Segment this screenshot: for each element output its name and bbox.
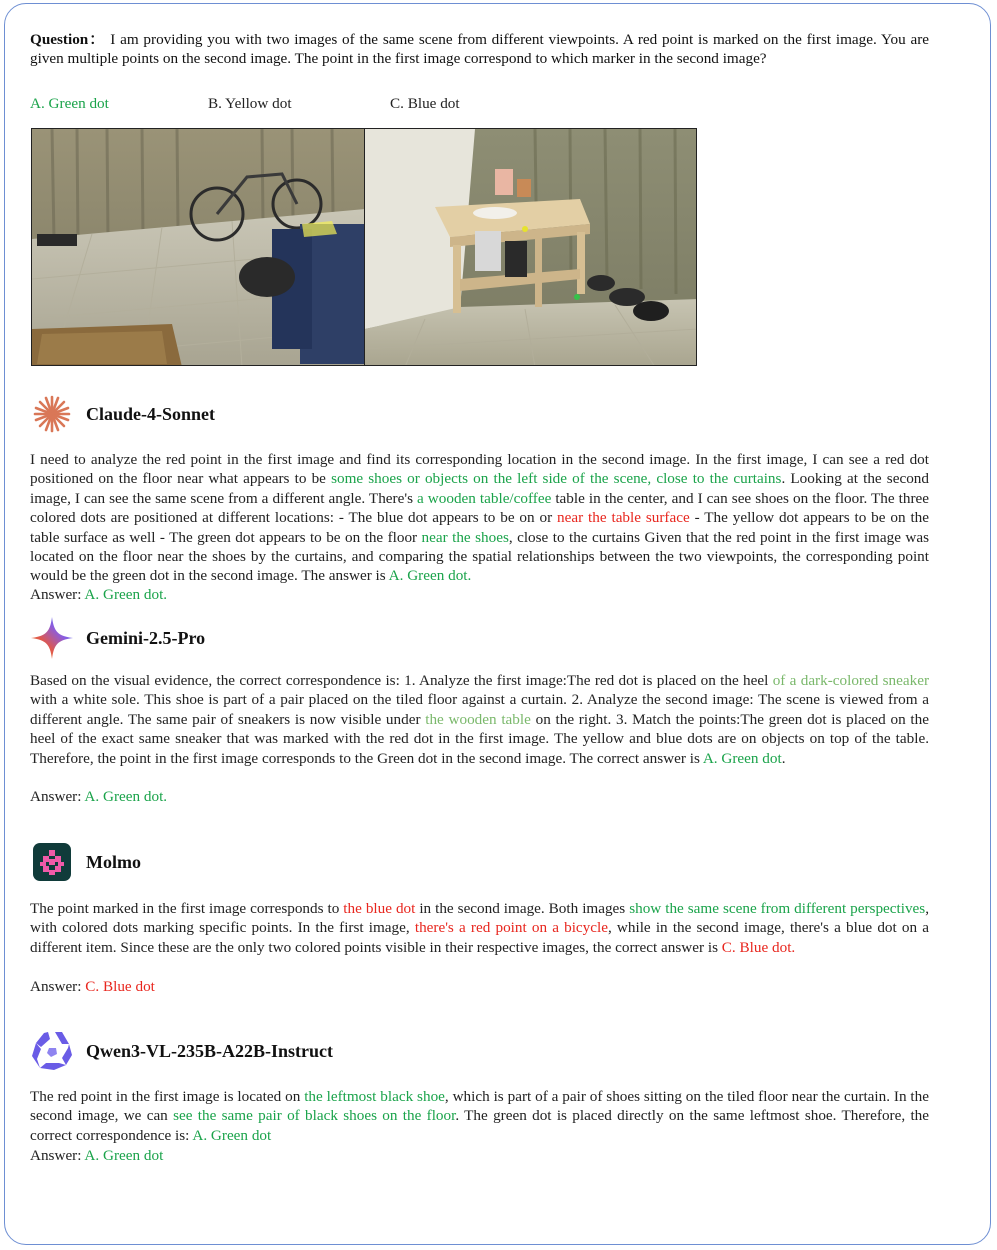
response-text: with a white sole. This shoe is part of a pair placed on the tiled floor against a curtain. 2. Analyze the second image: The scene is viewed from a different angle. The same pair of sneakers is now visible under [30,691,929,728]
highlighted-phrase: see the same pair of black shoes on the floor [173,1107,456,1125]
molmo-logo-icon [30,840,74,884]
response-text: , close to the curtains Given that the red point in the first image was located on the floor near the shoes by the curtains, and comparing the spatial relationships between the two viewpoints, the corresponding point would be the green dot in the second image. The answer is [30,528,929,585]
answer-line-claude [30,585,167,604]
response-text: , which is part of a pair of shoes sitting on the tiled floor near the curtain. In the second image, we can [30,1088,929,1125]
highlighted-phrase: there's a red point on a bicycle [414,919,608,937]
response-text: , while in the second image, there's a blue dot on a different item. Since these are the only two colored points visible in their respective images, the correct answer is [30,919,929,956]
response-text: on the right. 3. Match the points:The green dot is placed on the heel of the exact same sneaker that was marked with the red dot in the first image. The yellow and blue dots are on objects on top of the table. Therefore, the point in the first image corresponds to the Green dot in the second image. The correct answer is [30,710,929,767]
highlighted-phrase: near the shoes [421,528,509,546]
model-header-molmo [30,840,141,884]
highlighted-phrase: A. Green dot [702,749,782,767]
response-text: . Looking at the second image, I can see the same scene from a different angle. There's [30,470,929,507]
response-text: . The green dot is placed directly on the same leftmost shoe. Therefore, the correct correspondence is: [30,1107,929,1144]
response-text: table in the center, and I can see shoes on the floor. The three colored dots are positioned at different locations: - The blue dot appears to be on or [30,489,930,527]
response-text: I need to analyze the red point in the first image and find its corresponding location in the second image. In the first image, I can see a red dot positioned on the floor near what appears to be [30,451,929,488]
question-body: I am providing you with two images of the same scene from different viewpoints. A red point is marked on the first image. You are given multiple points on the second image. The point in the first image correspond to which marker in the second image? [30,31,929,68]
response-qwen [30,1087,929,1145]
response-text: The red point in the first image is located on [30,1088,305,1105]
highlighted-phrase: A. Green dot. [388,567,472,585]
response-molmo [30,899,929,957]
highlighted-phrase: C. Blue dot. [721,938,796,956]
response-text: Based on the visual evidence, the correct correspondence is: 1. Analyze the first image:The red dot is placed on the heel [30,672,773,689]
response-text: in the second image. Both images [415,900,630,917]
highlighted-phrase: the blue dot [343,900,416,917]
response-text: , with colored dots marking specific points. In the first image, [30,900,929,937]
highlighted-phrase: A. Green dot [192,1126,272,1144]
answer-value: C. Blue dot [85,978,155,995]
highlighted-phrase: the leftmost black shoe [304,1088,445,1105]
model-name: Qwen3-VL-235B-A22B-Instruct [86,1040,333,1061]
option-b: B. Yellow dot [208,95,292,112]
answer-value: A. Green dot [84,1147,164,1164]
answer-label: Answer: [30,978,86,995]
highlighted-phrase: some shoes or objects on the left side of the scene, close to the curtains [331,470,782,488]
model-name: Molmo [86,851,141,872]
answer-line-qwen [30,1146,163,1165]
option-c: C. Blue dot [390,95,460,112]
highlighted-phrase: a wooden table/coffee [417,489,552,507]
response-text: . [781,749,786,767]
highlighted-phrase: show the same scene from different perspectives [629,900,926,917]
model-name: Gemini-2.5-Pro [86,627,206,648]
response-gemini [30,671,929,768]
answer-value: A. Green dot. [84,788,168,805]
qwen-logo-icon [30,1029,74,1073]
answer-line-molmo [30,977,155,996]
answer-line-gemini [30,787,167,806]
question-label: Question： [30,31,106,48]
highlighted-phrase: near the table surface [557,509,690,527]
answer-value: A. Green dot. [84,586,168,603]
scene-image-1 [31,128,365,366]
answer-label: Answer: [30,788,85,805]
response-claude [30,450,929,586]
highlighted-phrase: the wooden table [425,710,531,728]
model-name: Claude-4-Sonnet [86,403,216,424]
response-text: The point marked in the first image corresponds to [30,900,344,917]
option-a: A. Green dot [30,95,109,112]
model-header-claude [30,392,215,436]
question-text [30,30,929,69]
answer-label: Answer: [30,586,85,603]
highlighted-phrase: of a dark-colored sneaker [772,672,930,689]
response-text: - The yellow dot appears to be on the table surface as well - The green dot appears to be on the floor [30,509,930,546]
model-header-qwen [30,1029,333,1073]
model-header-gemini [30,616,205,660]
answer-label: Answer: [30,1147,85,1164]
gemini-sparkle-icon [30,616,74,660]
claude-sunburst-icon [30,392,74,436]
scene-image-2 [364,128,697,366]
